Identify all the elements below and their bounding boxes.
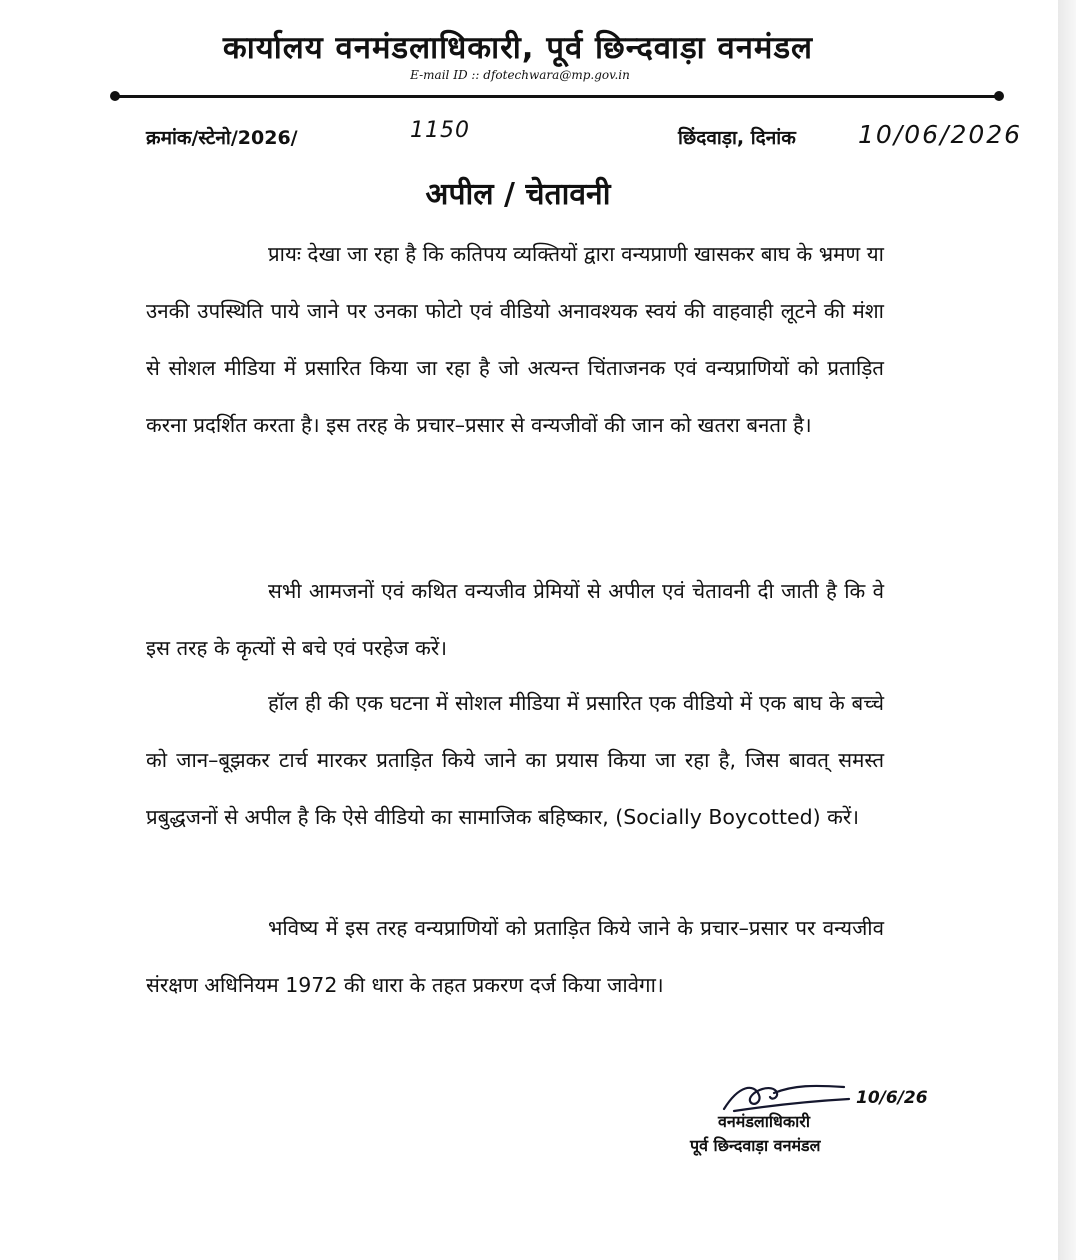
paragraph-3: हॉल ही की एक घटना में सोशल मीडिया में प्रसारित एक वीडियो में एक बाघ के बच्चे को जान–बूझकर टार्च मारकर प्रताड़ित किये जाने का प्रयास किया जा रहा है, जिस बावत् समस्त प्रबुद्धजनों से अपील है कि ऐसे वीडियो का सामाजिक बहिष्कार, (Socially Boycotted) करें। [146, 691, 884, 829]
reference-number: 1150 [410, 118, 470, 143]
place-date-label: छिंदवाड़ा, दिनांक [678, 127, 796, 149]
office-title: कार्यालय वनमंडलाधिकारी, पूर्व छिन्दवाड़ा वनमंडल [222, 30, 814, 66]
signature-date: 10/6/26 [856, 1088, 928, 1108]
notice-heading: अपील / चेतावनी [425, 177, 611, 212]
reference-label: क्रमांक/स्टेनो/2026/ [146, 127, 298, 149]
paragraph-4: भविष्य में इस तरह वन्यप्राणियों को प्रताड़ित किये जाने के प्रचार–प्रसार पर वन्यजीव संरक्षण अधिनियम 1972 की धारा के तहत प्रकरण दर्ज किया जावेगा। [146, 916, 884, 997]
signatory-title: वनमंडलाधिकारी [718, 1112, 811, 1131]
paragraph-1: प्रायः देखा जा रहा है कि कतिपय व्यक्तियों द्वारा वन्यप्राणी खासकर बाघ के भ्रमण या उनकी उपस्थिति पाये जाने पर उनका फोटो एवं वीडियो अनावश्यक स्वयं की वाहवाही लूटने की मंशा से सोशल मीडिया में प्रसारित किया जा रहा है जो अत्यन्त चिंताजनक एवं वन्यप्राणियों को प्रताड़ित करना प्रदर्शित करता है। इस तरह के प्रचार–प्रसार से वन्यजीवों की जान को खतरा बनता है। [146, 242, 884, 437]
signatory-office: पूर्व छिन्दवाड़ा वनमंडल [690, 1136, 821, 1155]
header-rule [115, 95, 999, 98]
rule-right-dot [994, 91, 1004, 101]
page-edge-shadow [1058, 0, 1076, 1260]
paragraph-2: सभी आमजनों एवं कथित वन्यजीव प्रेमियों से अपील एवं चेतावनी दी जाती है कि वे इस तरह के कृत्यों से बचे एवं परहेज करें। [146, 579, 884, 660]
letter-date: 10/06/2026 [858, 120, 1023, 149]
rule-left-dot [110, 91, 120, 101]
office-email: E-mail ID :: dfotechwara@mp.gov.in [410, 68, 630, 82]
signature-scribble [714, 1075, 854, 1115]
